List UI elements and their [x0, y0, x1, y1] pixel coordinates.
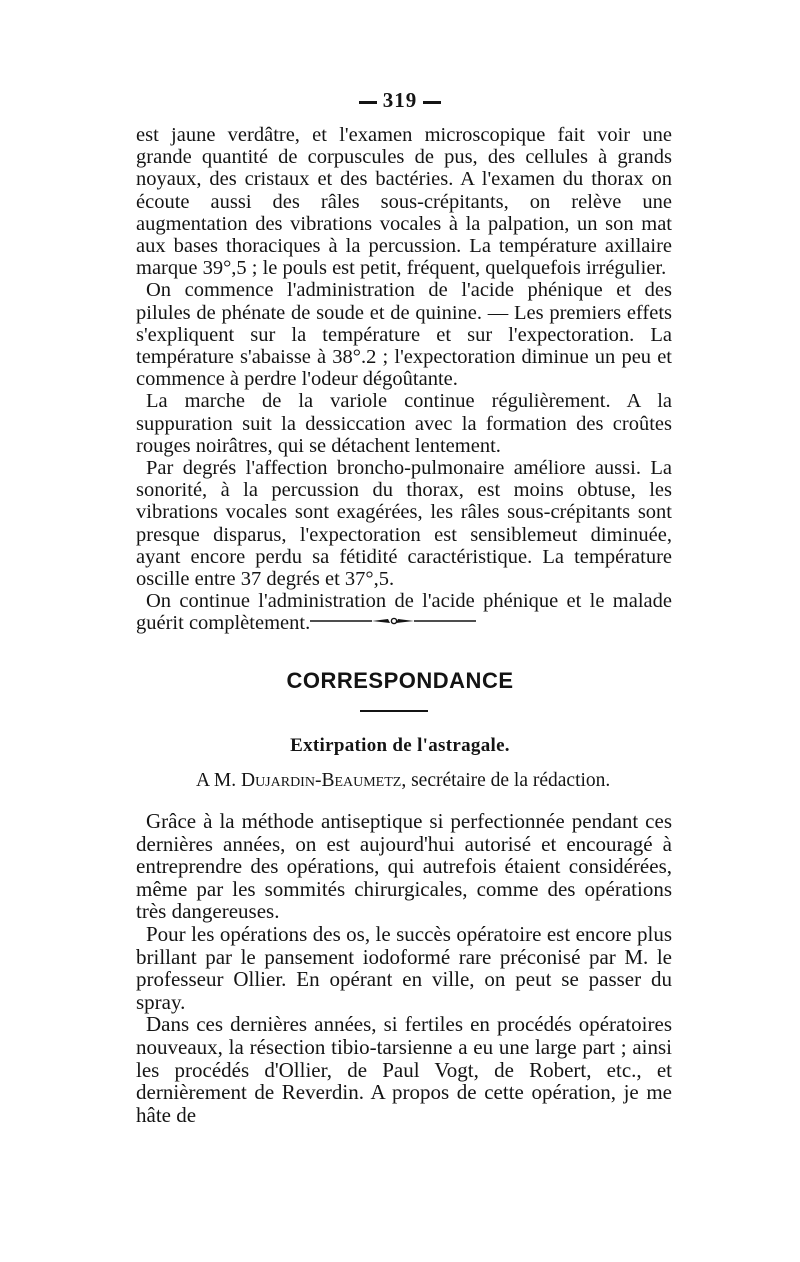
- page-number: [0, 88, 800, 113]
- case-report-text: [136, 124, 672, 635]
- article-title: Extirpation de l'astragale.: [290, 735, 510, 756]
- letter-text: [136, 810, 672, 1126]
- paragraph: La marche de la variole continue régulièrement. A la suppuration suit la dessiccation avec la formation des croûtes rouges noirâtres, qui se détachent lentement.: [136, 390, 672, 457]
- paragraph: On continue l'administration de l'acide phénique et le malade guérit complètement.: [136, 590, 672, 635]
- page-number-dash-left: [359, 101, 377, 104]
- paragraph: Pour les opérations des os, le succès opératoire est encore plus brillant par le pansement iodoformé rare préconisé par M. le professeur Ollier. En opérant en ville, on peut se passer du spray.: [136, 921, 672, 1014]
- address-suffix: secrétaire de la rédaction.: [411, 770, 611, 791]
- paragraph: Dans ces dernières années, si fertiles en procédés opératoires nouveaux, la résection tibio-tarsienne a eu une large part ; ainsi les procédés d'Ollier, de Paul Vogt, de Robert, etc., et dernièrement de Reverdin. A propos de cette opération, je me hâte de: [136, 1012, 672, 1127]
- section-divider-ornament: [310, 616, 476, 626]
- paragraph: est jaune verdâtre, et l'examen microscopique fait voir une grande quantité de corpuscules de pus, des cellules à grands noyaux, des cristaux et des bactéries. A l'examen du thorax on écoute aussi des râles sous-crépitants, on relève une augmentation des vibrations vocales à la palpation, un son mat aux bases thoraciques à la percussion. La température axillaire marque 39°,5 ; le pouls est petit, fréquent, quelquefois irrégulier.: [136, 124, 672, 280]
- paragraph: Grâce à la méthode antiseptique si perfectionnée pendant ces dernières années, on est aujourd'hui autorisé et encouragé à entreprendre des opérations, qui autrefois étaient considérées, même par les sommités chirurgicales, comme des opérations très dangereuses.: [136, 809, 672, 924]
- paragraph: Par degrés l'affection broncho-pulmonaire améliore aussi. La sonorité, à la percussion du thorax, est moins obtuse, les vibrations vocales sont exagérées, les râles sous-crépitants sont presque disparus, l'expectoration est sensiblemeut diminuée, ayant encore perdu sa fétidité caractéristique. La température oscille entre 37 degrés et 37°,5.: [136, 457, 672, 591]
- address-prefix: A M.: [196, 770, 237, 791]
- page-number-dash-right: [423, 101, 441, 104]
- section-title: CORRESPONDANCE: [286, 668, 514, 693]
- page-number-text: 319: [382, 88, 418, 112]
- paragraph: On commence l'administration de l'acide phénique et des pilules de phénate de soude et de quinine. — Les premiers effets s'expliquent sur la température et sur l'expectoration. La température s'abaisse à 38°.2 ; l'expectoration diminue un peu et commence à perdre l'odeur dégoûtante.: [136, 279, 672, 391]
- title-rule: [360, 710, 428, 712]
- letter-address: [196, 770, 676, 792]
- address-name: Dujardin-Beaumetz,: [240, 770, 407, 791]
